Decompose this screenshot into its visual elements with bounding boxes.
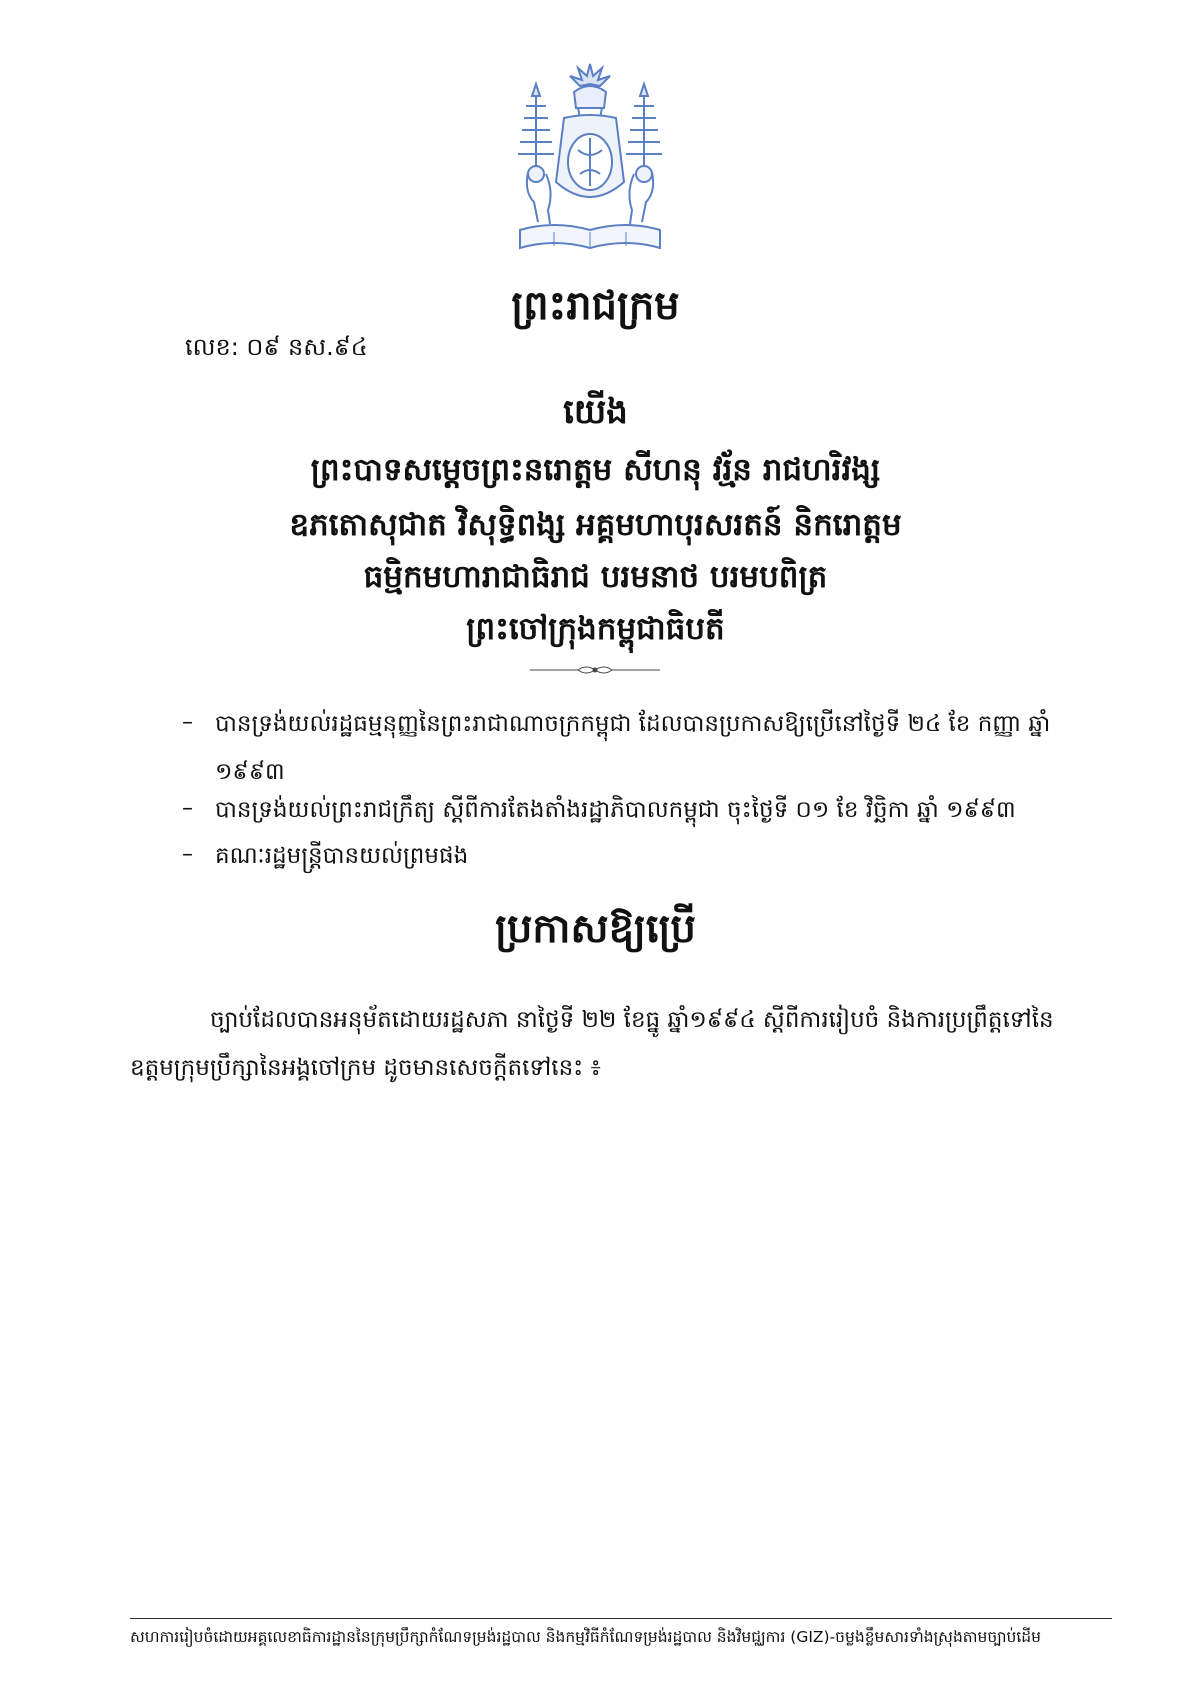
king-title-line-2: ឧភតោសុជាត វិសុទ្ធិពង្ស អគ្គមហាបុរសរតន៍ និករោត្តម bbox=[289, 507, 902, 543]
promulgation-body: ច្បាប់ដែលបានអនុម័តដោយរដ្ឋសភា នាថ្ងៃទី ២២ ខែធ្នូ ឆ្នាំ១៩៩៤ ស្តីពីការរៀបចំ និងការប្រព្រឹត្តទៅនៃឧត្តមក្រុមប្រឹក្សានៃអង្គចៅក្រម ដូចមានសេចក្តីតទៅនេះ ៖ bbox=[130, 1007, 1054, 1081]
king-title-line-3: ធម្មិកមហារាជាធិរាជ បរមនាថ បរមបពិត្រ bbox=[363, 559, 828, 595]
king-title-line-1: ព្រះបាទសម្តេចព្រះនរោត្តម សីហនុ វរ្ម័ន រាជហរិវង្ស bbox=[310, 452, 881, 488]
consideration-royal-decree: បានទ្រង់យល់ព្រះរាជក្រឹត្យ ស្តីពីការតែងតាំងរដ្ឋាភិបាលកម្ពុជា ចុះថ្ងៃទី ០១ ខែ វិច្ឆិកា ឆ្នាំ ១៩៩៣ bbox=[215, 797, 1016, 823]
footer-divider bbox=[130, 1618, 1112, 1619]
reference-number: លេខ: ០៩ នស.៩៤ bbox=[185, 333, 368, 361]
promulgation-heading: ប្រកាសឱ្យប្រើ bbox=[495, 906, 696, 952]
consideration-dash: – bbox=[182, 842, 193, 867]
royal-coat-of-arms-icon bbox=[514, 62, 666, 262]
issuer-heading: យើង bbox=[563, 392, 628, 432]
consideration-constitution: បានទ្រង់យល់រដ្ឋធម្មនុញ្ញនៃព្រះរាជាណាចក្រកម្ពុជា ដែលបានប្រកាសឱ្យប្រើនៅថ្ងៃទី ២៤ ខែ កញ្ញា ឆ្នាំ ១៩៩៣ bbox=[215, 711, 1051, 785]
footer-note: សហការរៀបចំដោយអគ្គលេខាធិការដ្ឋាននៃក្រុមប្រឹក្សាកំណែទម្រង់រដ្ឋបាល និងកម្មវិធីកំណែទម្រង់រដ្ឋបាល និងវិមជ្ឈការ (GIZ)-ចម្លងខ្លឹមសារទាំងស្រុងតាមច្បាប់ដើម bbox=[130, 1628, 1041, 1646]
ornamental-divider-icon bbox=[530, 663, 660, 677]
consideration-dash: – bbox=[182, 796, 193, 821]
king-title-line-4: ព្រះចៅក្រុងកម្ពុជាធិបតី bbox=[466, 611, 725, 647]
consideration-dash: – bbox=[182, 710, 193, 735]
document-title: ព្រះរាជក្រម bbox=[511, 283, 680, 329]
consideration-council-of-ministers: គណៈរដ្ឋមន្ត្រីបានយល់ព្រមផង bbox=[215, 843, 469, 869]
